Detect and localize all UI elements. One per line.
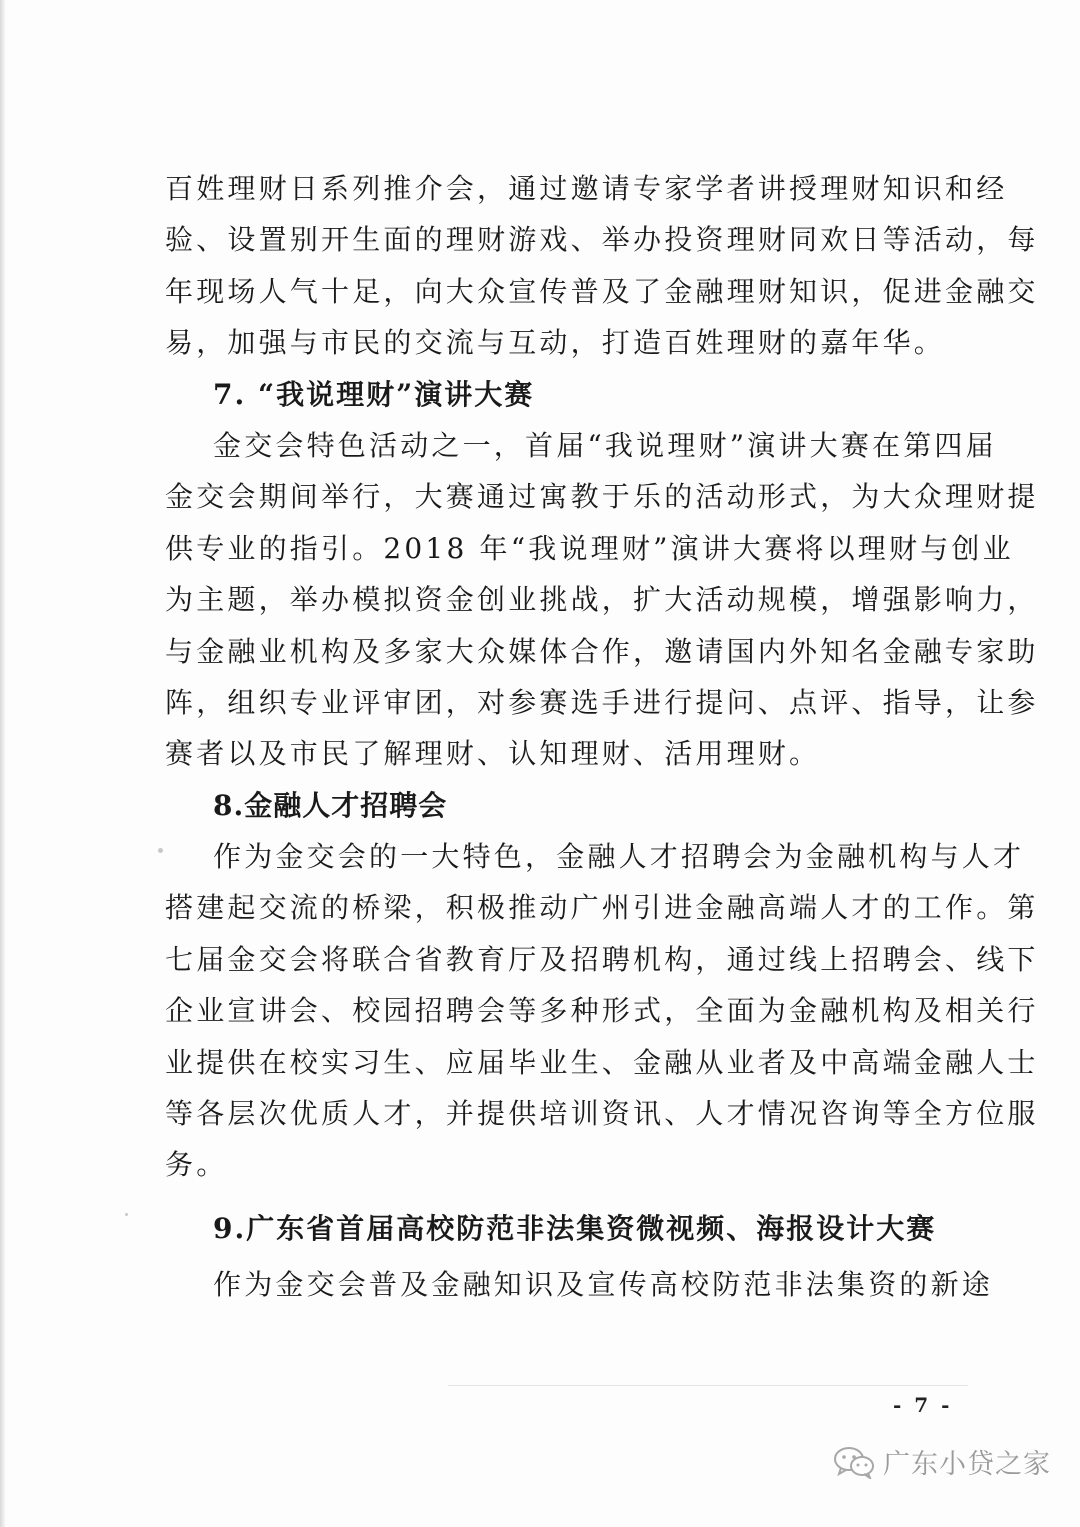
paragraph-line: 七届金交会将联合省教育厅及招聘机构，通过线上招聘会、线下 bbox=[165, 942, 1039, 976]
watermark bbox=[833, 1442, 1051, 1481]
paragraph-line: 验、设置别开生面的理财游戏、举办投资理财同欢日等活动，每 bbox=[165, 223, 1039, 257]
paragraph-line: 作为金交会的一大特色，金融人才招聘会为金融机构与人才 bbox=[213, 840, 1025, 874]
wechat-icon bbox=[833, 1445, 875, 1479]
scan-speck bbox=[125, 1213, 128, 1216]
paragraph-line: 务。 bbox=[165, 1148, 228, 1182]
paragraph-line: 为主题，举办模拟资金创业挑战，扩大活动规模，增强影响力， bbox=[165, 583, 1039, 617]
paragraph-line: 易，加强与市民的交流与互动，打造百姓理财的嘉年华。 bbox=[165, 326, 946, 360]
paragraph-line: 作为金交会普及金融知识及宣传高校防范非法集资的新途 bbox=[213, 1267, 994, 1301]
document-body bbox=[165, 163, 1039, 1310]
paragraph-line: 业提供在校实习生、应届毕业生、金融从业者及中高端金融人士 bbox=[165, 1045, 1039, 1079]
scan-edge-shadow bbox=[0, 0, 6, 1527]
paragraph-line: 供专业的指引。2018 年“我说理财”演讲大赛将以理财与创业 bbox=[165, 531, 1014, 565]
watermark-text: 广东小贷之家 bbox=[883, 1449, 1051, 1480]
paragraph-line: 企业宣讲会、校园招聘会等多种形式，全面为金融机构及相关行 bbox=[165, 994, 1039, 1028]
scan-speck bbox=[158, 848, 163, 853]
paragraph-line: 百姓理财日系列推介会，通过邀请专家学者讲授理财知识和经 bbox=[165, 172, 1008, 205]
paragraph-line: 年现场人气十足，向大众宣传普及了金融理财知识，促进金融交 bbox=[165, 274, 1039, 308]
paragraph-line: 等各层次优质人才，并提供培训资讯、人才情况咨询等全方位服 bbox=[165, 1097, 1039, 1131]
section-9-heading: 9.广东省首届高校防范非法集资微视频、海报设计大赛 bbox=[213, 1211, 937, 1245]
footer-divider bbox=[448, 1385, 968, 1386]
page-number: - 7 - bbox=[893, 1393, 953, 1417]
section-7-heading: 7. “我说理财”演讲大赛 bbox=[213, 377, 535, 411]
paragraph-line: 金交会期间举行，大赛通过寓教于乐的活动形式，为大众理财提 bbox=[165, 480, 1039, 514]
paragraph-line: 搭建起交流的桥梁，积极推动广州引进金融高端人才的工作。第 bbox=[165, 891, 1039, 925]
section-8-heading: 8.金融人才招聘会 bbox=[213, 788, 448, 822]
paragraph-line: 金交会特色活动之一，首届“我说理财”演讲大赛在第四届 bbox=[213, 428, 997, 462]
paragraph-line: 阵，组织专业评审团，对参赛选手进行提问、点评、指导，让参 bbox=[165, 685, 1039, 719]
paragraph-line: 赛者以及市民了解理财、认知理财、活用理财。 bbox=[165, 737, 821, 771]
paragraph-line: 与金融业机构及多家大众媒体合作，邀请国内外知名金融专家助 bbox=[165, 634, 1039, 668]
